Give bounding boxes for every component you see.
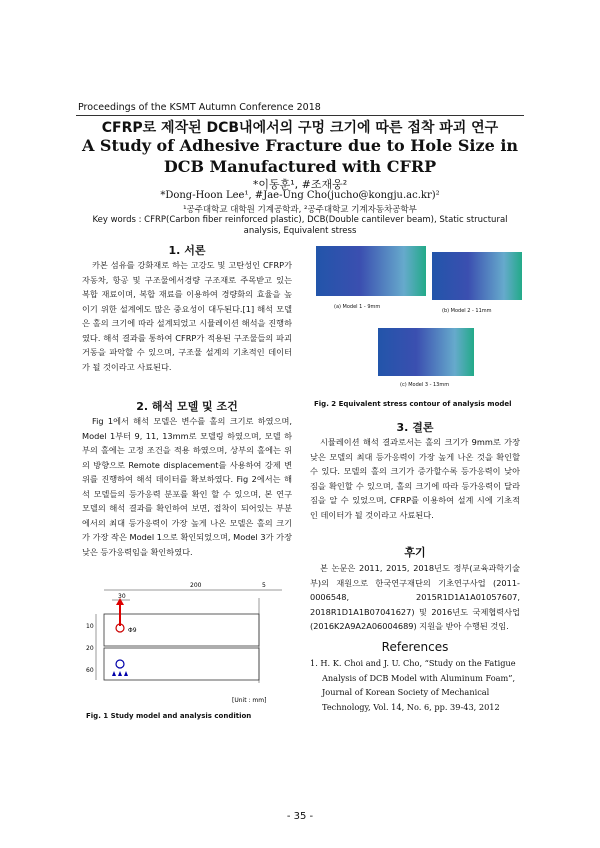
model-heading: 2. 해석 모델 및 조건	[136, 400, 238, 413]
intro-text: 카본 섬유를 강화재로 하는 고강도 및 고탄성인 CFRP가 자동차, 항공 및 구조물에서경량 구조재로 주목받고 있는 복합 재료이며, 복합 재료를 이용하여 경량화의 효율을 높이기 위한 설계에도 많은 중요성이 대두된다.[1] 해석 모델은 홀의 크기에 따라 설계되었고 시뮬레이션 해석을 진행하였다. 해석 결과를 통하여 CFRP가 적용된 구조물들의 파괴거동을 파악할 수 있으며, 구조물 설계의 기초적인 데이터가 될 것이라고 사료된다.	[82, 260, 292, 372]
authors-english: *Dong-Hoon Lee¹, #Jae-Ung Cho(jucho@kongju.ac.kr)²	[160, 190, 440, 201]
title-english: A Study of Adhesive Fracture due to Hole Size in DCB Manufactured with CFRP	[81, 136, 519, 176]
dim-20: 20	[86, 645, 94, 652]
lower-hole	[116, 660, 124, 668]
refs-heading: References	[381, 640, 449, 654]
fig1-drawing	[82, 578, 297, 706]
title-korean: CFRP로 제작된 DCB내에서의 구멍 크기에 따른 접착 파괴 연구	[101, 120, 499, 136]
dim-10: 10	[86, 623, 94, 630]
keywords: Key words : CFRP(Carbon fiber reinforced plastic), DCB(Double cantilever beam), Static structural analysis, Equivalent stress	[92, 215, 508, 236]
unit-label: [Unit : mm]	[232, 697, 267, 704]
model1-contour	[316, 246, 426, 296]
ack-heading: 후기	[404, 546, 426, 559]
fig2-caption: Fig. 2 Equivalent stress contour of analysis model	[314, 400, 512, 408]
model-text: Fig 1에서 해석 모델은 변수를 홀의 크기로 하였으며, Model 1부터 9, 11, 13mm로 모델링 하였으며, 모델 하부의 홀에는 고정 조건을 적용 하였으며, 상부의 홀에는 위의 방향으로 Remote displacement를 사용하여 강제 변위를 진행하여 해석 데이터를 확보하였다. Fig 2에서는 해석 모델들의 등가응력 분포를 확인 할 수 있으며, 본 연구 모델의 해석 결과를 확인하여 보면, 접착이 되어있는 부분에서의 최대 등가응력이 가장 높게 나온 모델은 홀의 크기가 가장 작은 Model 1으로 확인되었으며, Model 3가 가장 낮은 등가응력임을 확인하였다.	[82, 416, 292, 557]
dim-30: 30	[118, 593, 126, 600]
results-heading: 3. 결론	[396, 421, 434, 434]
page-number: - 35 -	[286, 811, 314, 822]
results-text: 시뮬레이션 해석 결과로서는 홀의 크기가 9mm로 가장 낮은 모델의 최대 등가응력이 가장 높게 나온 것을 확인할 수 있다. 모델의 홀의 크기가 증가할수록 등가응력이 낮아짐을 확인할 수 있으며, 홀의 크기에 따라 등가응력이 달라짐을 알 수 있었으며, CFRP를 이용하여 설계 시에 기초적인 데이터가 될 것이라고 사료된다.	[310, 437, 520, 520]
dim-60: 60	[86, 667, 94, 674]
model2-contour	[432, 252, 522, 300]
authors-korean: *이동훈¹, #조재웅²	[252, 178, 348, 191]
proceedings-header: Proceedings of the KSMT Autumn Conference 2018	[78, 102, 321, 113]
dim-200: 200	[190, 582, 202, 589]
reference-1: 1. H. K. Choi and J. U. Cho, “Study on the Fatigue Analysis of DCB Model with Aluminum Foam”, Journal of Korean Society of Mechanical Technology, Vol. 14, No. 6, pp. 39-43, 2012	[310, 658, 516, 712]
fig2b-label: (b) Model 2 - 11mm	[442, 308, 492, 314]
header-rule	[76, 115, 524, 116]
model3-contour	[378, 328, 474, 376]
hole-dia: Φ9	[128, 627, 137, 634]
affiliation: ¹공주대학교 대학원 기계공학과, ²공주대학교 기계자동차공학부	[183, 205, 417, 215]
dim-5: 5	[262, 582, 266, 589]
fig2c-label: (c) Model 3 - 13mm	[400, 382, 450, 388]
ack-text: 본 논문은 2011, 2015, 2018년도 정부(교육과학기술부)의 재원으로 한국연구재단의 기초연구사업 (2011-0006548, 2015R1D1A1A01057607, 2018R1D1A1B07041627) 및 2016년도 국제협력사업 (2016K2A9A2A06004689) 지원을 받아 수행된 것임.	[310, 563, 520, 631]
intro-heading: 1. 서론	[168, 244, 206, 257]
fig2-figure	[314, 244, 524, 394]
fig1-caption: Fig. 1 Study model and analysis condition	[86, 712, 252, 720]
fig2a-label: (a) Model 1 - 9mm	[334, 304, 381, 310]
